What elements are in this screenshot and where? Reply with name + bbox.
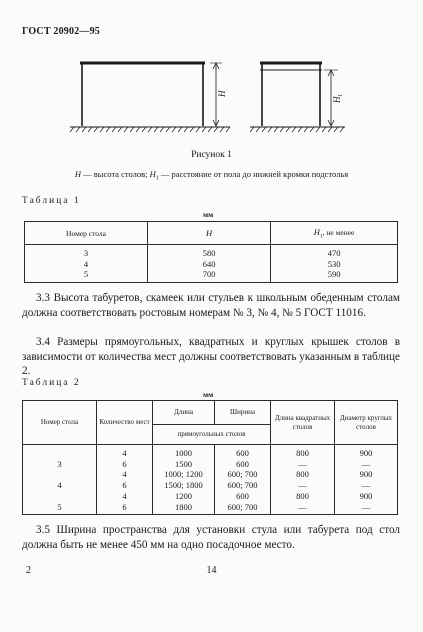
paragraph-3-4: 3.4 Размеры прямоугольных, квадратных и круглых крышек столов в зависимости от количества мест должны соответствовать указанным в таблице 2. [22, 336, 400, 377]
dimension-label-h1: H [332, 96, 342, 103]
table-cell: 6 [97, 502, 153, 515]
table-row [23, 480, 398, 491]
table-cell: 640 [148, 259, 271, 270]
table-cell: 4 [23, 480, 97, 491]
table-cell: 1500 [153, 459, 215, 470]
table-cell: — [271, 459, 335, 470]
paragraph-3-5: 3.5 Ширина пространства для установки стула или табурета под стол должна быть не менее 450 мм на одно посадочное место. [22, 524, 400, 551]
table-cell: — [335, 502, 398, 515]
table-cell: — [271, 480, 335, 491]
table-cell: 1000; 1200 [153, 469, 215, 480]
table-cell: 900 [335, 491, 398, 502]
table-cell: 580 [148, 245, 271, 259]
table-row [23, 459, 398, 470]
page-number-center: 14 [206, 565, 217, 576]
table-cell: 4 [25, 259, 148, 270]
dimension-label-h1-sub: 1 [338, 94, 344, 97]
figure-legend [0, 169, 423, 182]
table-cell: — [271, 502, 335, 515]
legend-h-text: — высота столов; [80, 169, 150, 179]
legend-symbol-h: H [74, 169, 81, 179]
table-cell [23, 469, 97, 480]
table-cell: 800 [271, 491, 335, 502]
table-cell: 470 [271, 245, 398, 259]
table-cell: 1800 [153, 502, 215, 515]
table-cell: 600; 700 [215, 502, 271, 515]
table-row [25, 269, 398, 282]
table-cell: 4 [97, 445, 153, 459]
paragraph-3-3: 3.3 Высота табуретов, скамеек или стульев к школьным обеденным столам должна соответствовать ростовым номерам № 3, № 4, № 5 ГОСТ 11016. [22, 292, 400, 319]
table-1-header-h: H [148, 222, 271, 245]
table-2-header-seats: Количество мест [97, 401, 153, 445]
table-cell: 5 [23, 502, 97, 515]
table-cell: 3 [25, 245, 148, 259]
dimension-label-h: H [217, 90, 227, 97]
table-2-unit: мм [203, 390, 214, 399]
table-1-unit: мм [203, 210, 214, 219]
table-1-header-h1: $H_1$, не менее [271, 222, 398, 245]
table-cell: 900 [335, 445, 398, 459]
table-cell: 700 [148, 269, 271, 282]
table-2-header-length: Длина [153, 401, 215, 425]
legend-symbol-h1-sub: 1 [155, 175, 159, 182]
table-cell: 600 [215, 459, 271, 470]
table-1-caption: Таблица 1 [22, 196, 81, 206]
table-cell [23, 491, 97, 502]
floor-hatching [70, 127, 344, 132]
table-cell: — [335, 459, 398, 470]
table-cell: 530 [271, 259, 398, 270]
table-cell: 600; 700 [215, 480, 271, 491]
table-cell: 1500; 1800 [153, 480, 215, 491]
table-cell: 6 [97, 480, 153, 491]
table-cell: 1200 [153, 491, 215, 502]
table-row [23, 445, 398, 459]
legend-symbol-h1: H [149, 169, 156, 179]
table-2-header-rect: прямоугольных столов [153, 425, 271, 445]
table-2-header-square: Длина квадратных столов [271, 401, 335, 445]
table-1 [24, 221, 398, 283]
table-row [23, 491, 398, 502]
table-cell: 590 [271, 269, 398, 282]
table-cell: 800 [271, 469, 335, 480]
table-cell: 4 [97, 491, 153, 502]
page-number-left: 2 [26, 565, 31, 576]
figure-1-drawing [60, 50, 360, 160]
table-cell: 600 [215, 445, 271, 459]
figure-caption: Рисунок 1 [191, 150, 232, 160]
table-row [23, 502, 398, 515]
table-2-header-number: Номер стола [23, 401, 97, 445]
table-cell: 5 [25, 269, 148, 282]
table-cell: 900 [335, 469, 398, 480]
table-row [23, 469, 398, 480]
table-cell: — [335, 480, 398, 491]
table-1-header-number: Номер стола [25, 222, 148, 245]
table-cell: 600; 700 [215, 469, 271, 480]
table-2-header-diameter: Диаметр круглых столов [335, 401, 398, 445]
table-cell: 3 [23, 459, 97, 470]
table-cell: 600 [215, 491, 271, 502]
table-cell [23, 445, 97, 459]
document-header: ГОСТ 20902—95 [22, 26, 101, 37]
table-cell: 1000 [153, 445, 215, 459]
table-cell: 6 [97, 459, 153, 470]
table-cell: 4 [97, 469, 153, 480]
table-2 [22, 400, 398, 515]
table-2-header-width: Ширина [215, 401, 271, 425]
legend-h1-text: — расстояние от пола до нижней кромки подстолья [158, 169, 349, 179]
table-row [25, 259, 398, 270]
table-cell: 800 [271, 445, 335, 459]
table-2-caption: Таблица 2 [22, 378, 81, 388]
table-row [25, 245, 398, 259]
